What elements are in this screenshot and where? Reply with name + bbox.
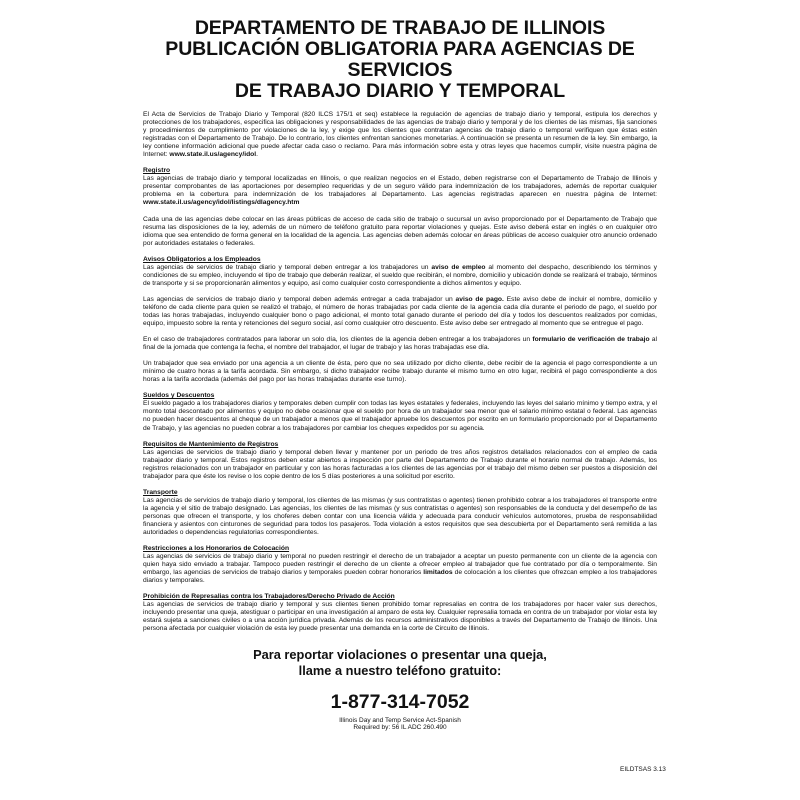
- registro-paragraph-1: Las agencias de trabajo diario y temporal localizadas en Illinois, o que realizan negocios en el Estado, deben registrarse con el Departamento de Trabajo de Illinois y presentar comprobantes de las aportaciones por desempleo requeridas y de un seguro válido para indemnización de los trabajadores, además de reportar cualquier problema en la cobertura para indemnización de los trabajadores al Departamento. Las agencias registradas aparecen en nuestra página de Internet: www.state.il.us/agency/idol/listings/dlagency.htm: [143, 175, 657, 207]
- title-line-1: DEPARTAMENTO DE TRABAJO DE ILLINOIS: [194, 17, 606, 39]
- section-avisos: [143, 256, 657, 385]
- section-heading: Transporte: [143, 488, 178, 496]
- section-sueldos: [143, 392, 657, 432]
- toll-free-phone: 1-877-314-7052: [330, 690, 470, 713]
- section-registros: [143, 441, 657, 481]
- section-heading: Avisos Obligatorios a los Empleados: [143, 255, 261, 263]
- title-line-2: PUBLICACIÓN OBLIGATORIA PARA AGENCIAS DE SERVICIOS: [165, 38, 635, 81]
- section-heading: Restricciones a los Honorarios de Colocación: [143, 545, 290, 553]
- section-registro: [143, 167, 657, 247]
- registro-paragraph-2: Cada una de las agencias debe colocar en las áreas públicas de acceso de cada sitio de trabajo o sucursal un aviso proporcionado por el Departamento de Trabajo que resuma las disposiciones de la ley, además de un número de teléfono gratuito para reportar violaciones y quejas. Este aviso deberá estar en inglés o en cualquier otro idioma que sea entendido de forma general en la localidad de la agencia. Las agencias deben además colocar en áreas públicas de acceso cualquier otro anuncio ordenado por autoridades estatales o federales.: [143, 215, 657, 247]
- intro-paragraph: El Acta de Servicios de Trabajo Diario y Temporal (820 ILCS 175/1 et seq) establece la regulación de agencias de trabajo diario y temporal, estipula los derechos y protecciones de los trabajadores, especifica las obligaciones y responsabilidades de las agencias de trabajo diario y temporal y de los clientes de las mismas, fija sanciones y procedimientos de cumplimiento por violaciones de la ley, y exige que los clientes que contratan agencias de trabajo diario o temporal verifiquen que éstas estén registradas con el Departamento de Trabajo. De lo contrario, los clientes enfrentan sanciones monetarias. A continuación se presenta un resumen de la ley. Sin embargo, la ley contiene información adicional que puede afectar cada caso o reclamo. Para más información sobre esta y otras leyes que hacemos cumplir, visite nuestra página de Internet: www.state.il.us/agency/idol.: [143, 111, 657, 159]
- idol-website-link[interactable]: www.state.il.us/agency/idol: [169, 151, 257, 159]
- avisos-paragraph-3: En el caso de trabajadores contratados para laborar un solo día, los clientes de la agencia deben entregar a los trabajadores un formulario de verificación de trabajo al final de la jornada que contenga la fecha, el nombre del trabajador, el lugar de trabajo y las horas trabajadas ese día.: [143, 336, 657, 352]
- avisos-paragraph-1: Las agencias de servicios de trabajo diario y temporal deben entregar a los trabajadores un aviso de empleo al momento del despacho, describiendo los términos y condiciones de su empleo, incluyendo el tipo de trabajo que deberán realizar, el sueldo que recibirán, el nombre, domicilio y ubicación donde se realizará el trabajo, términos de transporte y si se proporcionarán alimentos y equipo, así como cualquier costo correspondiente a dichos alimentos y equipo.: [143, 263, 657, 287]
- section-heading: Prohibición de Represalias contra los Trabajadores/Derecho Privado de Acción: [143, 593, 395, 601]
- section-heading: Sueldos y Descuentos: [143, 392, 215, 400]
- sueldos-paragraph: El sueldo pagado a los trabajadores diarios y temporales deben cumplir con todas las leyes estatales y federales, incluyendo las leyes del salario mínimo y tiempo extra, y el monto total descontado por alimentos y equipo no debe ocasionar que el sueldo por hora de un trabajador sea menor que el salario mínimo estatal o federal. Las agencias no pueden hacer descuentos al cheque de un trabajador a menos que el trabajador apruebe los descuentos por escrito en un formulario proporcionado por el Departamento de Trabajo, y las agencias no pueden cobrar a los trabajadores por cambiar los cheques expedidos por su agencia.: [143, 400, 657, 432]
- honorarios-paragraph: Las agencias de servicios de trabajo diario y temporal no pueden restringir el derecho de un trabajador a aceptar un puesto permanente con un cliente de la agencia con quien haya sido enviado a trabajar. Tampoco pueden restringir el derecho de un cliente a ofrecer empleo al trabajador que fue contratado por día o temporalmente. Sin embargo, las agencias de servicios de trabajo diarios y temporales pueden cobrar honorarios limitados de colocación a los clientes que ofrezcan empleo a los trabajadores diarios y temporales.: [143, 553, 658, 585]
- section-honorarios: [143, 545, 657, 585]
- transporte-paragraph: Las agencias de servicios de trabajo diario y temporal, los clientes de las mismas (y sus contratistas o agentes) tienen prohibido cobrar a los trabajadores el transporte entre la agencia y el sitio de trabajo designado. Las agencias, los clientes de las mismas (y sus contratistas o agentes) son responsables de la conducta y del desempeño de las personas que ofrecen el transporte, y los choferes deben contar con una licencia válida y adecuada para conducir vehículos automotores, prueba de responsabilidad financiera y asientos con cinturones de seguridad para todos los pasajeros. Toda violación a estos requisitos que sea descubierta por el Departamento será remitida a las autoridades o dependencias regulatorias correspondientes.: [143, 496, 657, 537]
- section-transporte: [143, 489, 657, 537]
- form-code: EILDTSAS 3.13: [620, 766, 666, 773]
- agency-listing-link[interactable]: www.state.il.us/agency/idol/listings/dlagency.htm: [143, 199, 300, 207]
- title-line-3: DE TRABAJO DIARIO Y TEMPORAL: [234, 80, 566, 102]
- labor-poster: [143, 18, 657, 732]
- avisos-paragraph-4: Un trabajador que sea enviado por una agencia a un cliente de ésta, pero que no sea utilizado por dicho cliente, debe recibir de la agencia el pago correspondiente a un mínimo de cuatro horas a la tarifa acordada. Sin embargo, si dicho trabajador recibe trabajo durante el mismo turno en otro lugar, recibirá el pago correspondiente a dos horas a la tarifa acordada (además del pago por las horas trabajadas durante ese turno).: [143, 360, 657, 384]
- legal-requirement: Illinois Day and Temp Service Act-Spanish Required by: 56 IL ADC 260.490: [339, 716, 461, 732]
- section-represalias: [143, 593, 657, 633]
- registros-paragraph: Las agencias de servicios de trabajo diario y temporal deben llevar y mantener por un periodo de tres años registros detallados relacionados con el empleo de cada trabajador diario y temporal. Estos registros deben estar abiertos a inspección por parte del Departamento de Trabajo durante el horario normal de trabajo. Además, los registros relacionados con un trabajador en particular y con las horas facturadas a los clientes de las agencias por el trabajo del mismo deben ser puestos a disposición del trabajador para que éste los revise o los copie dentro de los 5 días posteriores a una solicitud por escrito.: [143, 448, 657, 480]
- section-heading: Requisitos de Mantenimiento de Registros: [143, 440, 279, 448]
- section-heading: Registro: [143, 167, 171, 175]
- represalias-paragraph: Las agencias de servicios de trabajo diario y temporal y sus clientes tienen prohibido tomar represalias en contra de los trabajadores por hacer valer sus derechos, incluyendo presentar una queja, atestiguar o participar en una investigación al amparo de esta ley. Cualquier represalia tomada en contra de un trabajador por violar esta ley estará sujeta a sanciones civiles o a una acción jurídica privada. Además de los recursos administrativos disponibles a través del Departamento de Trabajo de Illinois. Una persona afectada por cualquier violación de esta ley puede presentar una demanda en la corte de Circuito de Illinois.: [143, 601, 657, 633]
- report-call-to-action: Para reportar violaciones o presentar una queja, llame a nuestro teléfono gratuito:: [253, 646, 547, 678]
- avisos-paragraph-2: Las agencias de servicios de trabajo diario y temporal deben además entregar a cada trabajador un aviso de pago. Este aviso debe de incluir el nombre, domicilio y teléfono de cada cliente para quien se realizó el trabajo, el número de horas trabajadas por cada cliente de la agencia cada día durante el periodo de pago, el sueldo por todas las horas trabajadas, incluyendo cualquier bono o pago adicional, el monto total ganado durante el periodo del día y todos los descuentos realizados por comidas, equipo, impuesto sobre la renta y retenciones del seguro social, así como cualquier otro descuento. Este aviso debe ser entregado al momento que se entregue el pago.: [143, 295, 657, 328]
- poster-title: [143, 18, 657, 102]
